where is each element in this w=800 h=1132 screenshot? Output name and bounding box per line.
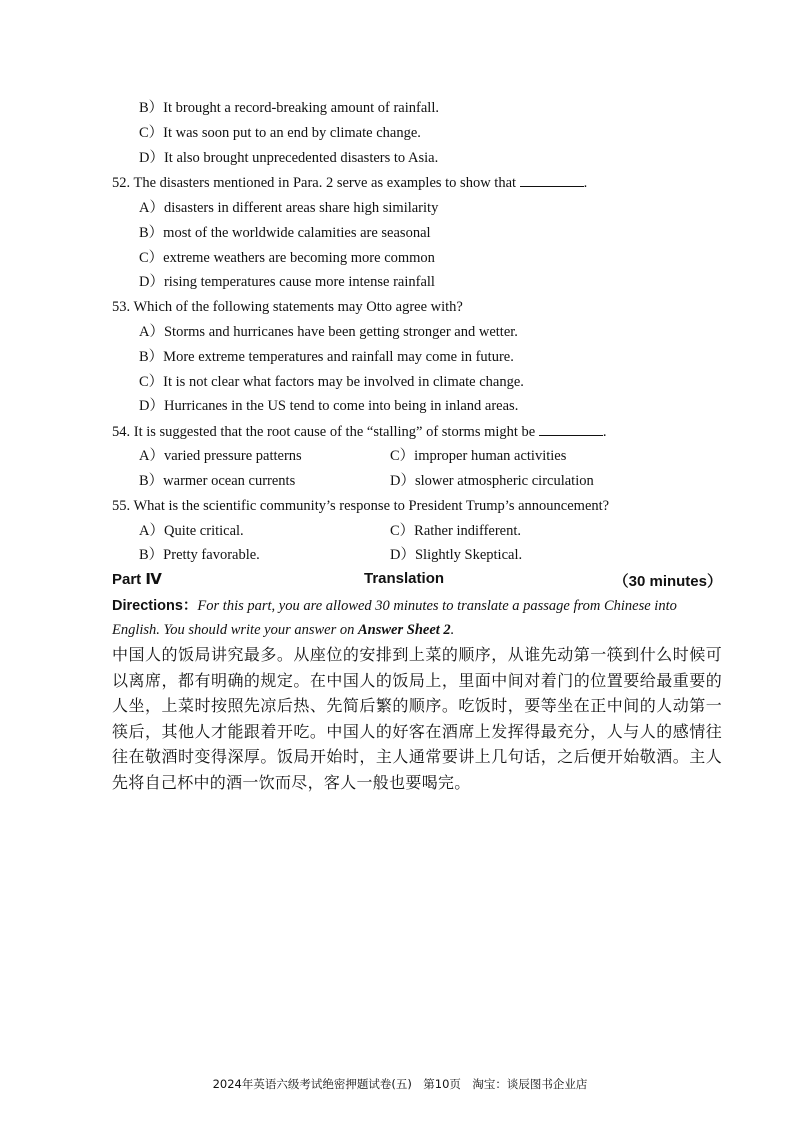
q52-option-c: C）extreme weathers are becoming more common — [139, 250, 435, 266]
answer-sheet-label: Answer Sheet 2 — [358, 622, 451, 638]
q52-stem-end: . — [583, 175, 588, 191]
q52-option-d: D）rising temperatures cause more intense rainfall — [139, 274, 435, 290]
q53-option-d: D）Hurricanes in the US tend to come into being in inland areas. — [139, 398, 519, 414]
q54-option-d: D）slower atmospheric circulation — [390, 473, 594, 489]
q51-option-d: D）It also brought unprecedented disasters to Asia. — [139, 150, 439, 166]
q54-option-a: A）varied pressure patterns — [139, 448, 302, 464]
answer-blank — [539, 423, 603, 436]
q53-option-c: C）It is not clear what factors may be involved in climate change. — [139, 374, 524, 390]
q55-option-b: B）Pretty favorable. — [139, 547, 260, 563]
q52-stem-text: 52. The disasters mentioned in Para. 2 serve as examples to show that — [112, 175, 517, 191]
q54-stem-text: 54. It is suggested that the root cause of the “stalling” of storms might be — [112, 424, 536, 440]
part-time: （30 minutes） — [613, 573, 722, 590]
page-footer: 2024年英语六级考试绝密押题试卷(五) 第10页 淘宝：谈辰图书企业店 — [212, 1077, 588, 1091]
directions-text: For this part, you are allowed 30 minutes to translate a passage from Chinese into English. You should write your answer on — [112, 598, 677, 638]
q54-option-c: C）improper human activities — [390, 448, 567, 464]
translation-passage: 中国人的饭局讲究最多。从座位的安排到上菜的顺序，从谁先动第一筷到什么时候可以离席，都有明确的规定。在中国人的饭局上，里面中间对着门的位置要给最重要的人坐，上菜时按照先凉后热、先简后繁的顺序。吃饭时，要等坐在正中间的人动第一筷后，其他人才能跟着开吃。中国人的好客在酒席上发挥得最充分，人与人的感情往往在敬酒时变得深厚。饭局开始时，主人通常要讲上几句话，之后便开始敬酒。主人先将自己杯中的酒一饮而尽，客人一般也要喝完。 — [112, 645, 722, 792]
q53-option-b: B）More extreme temperatures and rainfall may come in future. — [139, 349, 514, 365]
q53-stem: 53. Which of the following statements may Otto agree with? — [112, 299, 463, 315]
q51-option-b: B）It brought a record-breaking amount of rainfall. — [139, 100, 439, 116]
q53-option-a: A）Storms and hurricanes have been getting stronger and wetter. — [139, 324, 518, 340]
q55-option-a: A）Quite critical. — [139, 523, 244, 539]
directions-label: Directions： — [112, 598, 198, 614]
directions-end: . — [450, 622, 455, 638]
part-heading — [112, 570, 722, 592]
q52-stem — [112, 173, 587, 193]
part-title: Translation — [364, 570, 445, 587]
directions — [112, 594, 722, 642]
q54-option-b: B）warmer ocean currents — [139, 473, 296, 489]
q54-stem-end: . — [602, 424, 607, 440]
q52-option-a: A）disasters in different areas share high similarity — [139, 200, 439, 216]
answer-blank — [520, 174, 584, 187]
q52-option-b: B）most of the worldwide calamities are seasonal — [139, 225, 431, 241]
q51-option-c: C）It was soon put to an end by climate change. — [139, 125, 421, 141]
q55-option-d: D）Slightly Skeptical. — [390, 547, 523, 563]
q55-option-c: C）Rather indifferent. — [390, 523, 522, 539]
q55-stem: 55. What is the scientific community’s response to President Trump’s announcement? — [112, 498, 610, 514]
q54-stem — [112, 422, 606, 442]
part-label: Part Ⅳ — [112, 571, 162, 588]
